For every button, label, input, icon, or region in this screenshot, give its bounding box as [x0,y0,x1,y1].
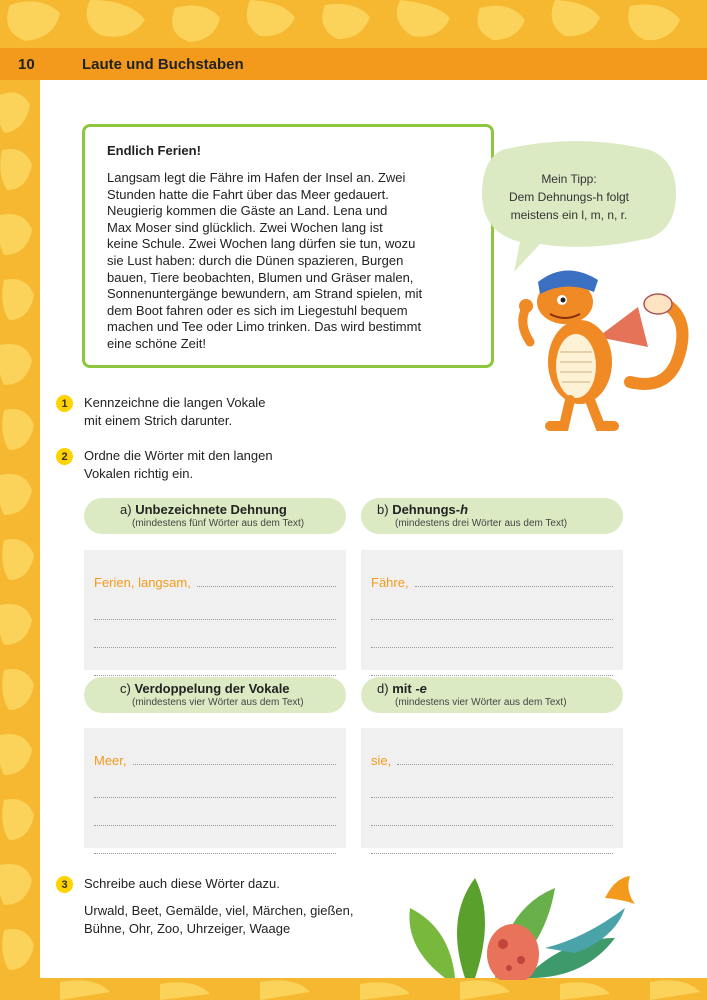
example-words: Meer, [94,753,127,768]
tip-line: Dem Dehnungs-h folgt [508,190,630,204]
answer-box-d[interactable] [361,728,623,848]
task-number-badge: 2 [56,448,73,465]
story-line: Stunden hatte die Fahrt über das Meer gedauert. [107,186,389,202]
answer-line[interactable] [94,592,336,620]
dragon-illustration [510,262,690,437]
story-line: Sonnenuntergänge bewundern, am Strand spielen, mit [107,286,423,302]
task-3 [56,875,280,893]
answer-box-a[interactable] [84,550,346,670]
task-1 [56,394,265,430]
category-prefix: d) [377,681,389,696]
answer-line[interactable] [94,826,336,854]
word-list-line: Bühne, Ohr, Zoo, Uhrzeiger, Waage [84,921,291,936]
answer-box-c[interactable] [84,728,346,848]
category-c-label [84,677,346,713]
example-words: Ferien, langsam, [94,575,191,590]
chapter-title: Laute und Buchstaben [82,55,244,73]
story-line: Max Moser sind glücklich. Zwei Wochen lang ist [107,219,383,235]
word-list-line: Urwald, Beet, Gemälde, viel, Märchen, gießen, [84,903,354,918]
story-textbox [82,124,494,368]
category-title: Dehnungs- [392,502,461,517]
answer-line[interactable] [371,592,613,620]
story-line: dem Boot fahren oder es sich im Liegestuhl bequem [107,302,408,318]
category-prefix: c) [120,681,131,696]
story-line: eine schöne Zeit! [107,335,207,351]
category-hint: (mindestens fünf Wörter aus dem Text) [132,518,305,529]
category-b-label [361,498,623,534]
answer-box-b[interactable] [361,550,623,670]
story-line: keine Schule. Zwei Wochen lang dürfen sie tun, wozu [107,236,416,252]
category-hint: (mindestens vier Wörter aus dem Text) [395,697,567,708]
example-words: Fähre, [371,575,409,590]
tip-line: Mein Tipp: [541,172,597,186]
story-line: sie Lust haben: durch die Dünen spazieren, Burgen [107,252,404,268]
category-hint: (mindestens drei Wörter aus dem Text) [395,518,568,529]
story-line: machen und Tee oder Limo trinken. Das wird bestimmt [107,319,422,335]
answer-line[interactable] [94,798,336,826]
story-line: Langsam legt die Fähre im Hafen der Insel an. Zwei [107,170,406,185]
header-bar [0,48,707,80]
category-title-emphasis: -e [415,681,427,696]
story-line: bauen, Tiere beobachten, Blumen und Gräser malen, [107,269,414,285]
answer-line[interactable] [371,648,613,676]
page-number: 10 [18,55,35,73]
answer-line[interactable] [94,770,336,798]
answer-line[interactable] [371,770,613,798]
task-text: Kennzeichne die langen Vokale [84,395,266,410]
task-text: Ordne die Wörter mit den langen [84,448,273,463]
category-title: Verdoppelung der Vokale [134,681,290,696]
word-list [84,902,354,938]
task-number-badge: 1 [56,395,73,412]
answer-line[interactable] [371,620,613,648]
story-line: Neugierig kommen die Gäste an Land. Lena und [107,203,388,219]
tip-bubble [462,136,690,244]
category-d-label [361,677,623,713]
category-a-label [84,498,346,534]
category-title: mit [392,681,416,696]
answer-line[interactable] [94,620,336,648]
plant-egg-illustration [405,868,645,980]
answer-line[interactable] [94,648,336,676]
task-text: Schreibe auch diese Wörter dazu. [84,876,280,891]
category-prefix: b) [377,502,389,517]
category-prefix: a) [120,502,132,517]
task-text: mit einem Strich darunter. [84,413,233,428]
story-title: Endlich Ferien! [107,143,201,158]
category-title: Unbezeichnete Dehnung [135,502,287,517]
tip-line: meistens ein l, m, n, r. [510,208,628,222]
task-text: Vokalen richtig ein. [84,466,194,481]
story-text [107,170,469,353]
answer-line[interactable] [371,826,613,854]
example-words: sie, [371,753,392,768]
task-2 [56,447,273,483]
category-hint: (mindestens vier Wörter aus dem Text) [132,697,304,708]
answer-line[interactable] [371,798,613,826]
category-title-emphasis: h [460,502,469,517]
task-number-badge: 3 [56,876,73,893]
